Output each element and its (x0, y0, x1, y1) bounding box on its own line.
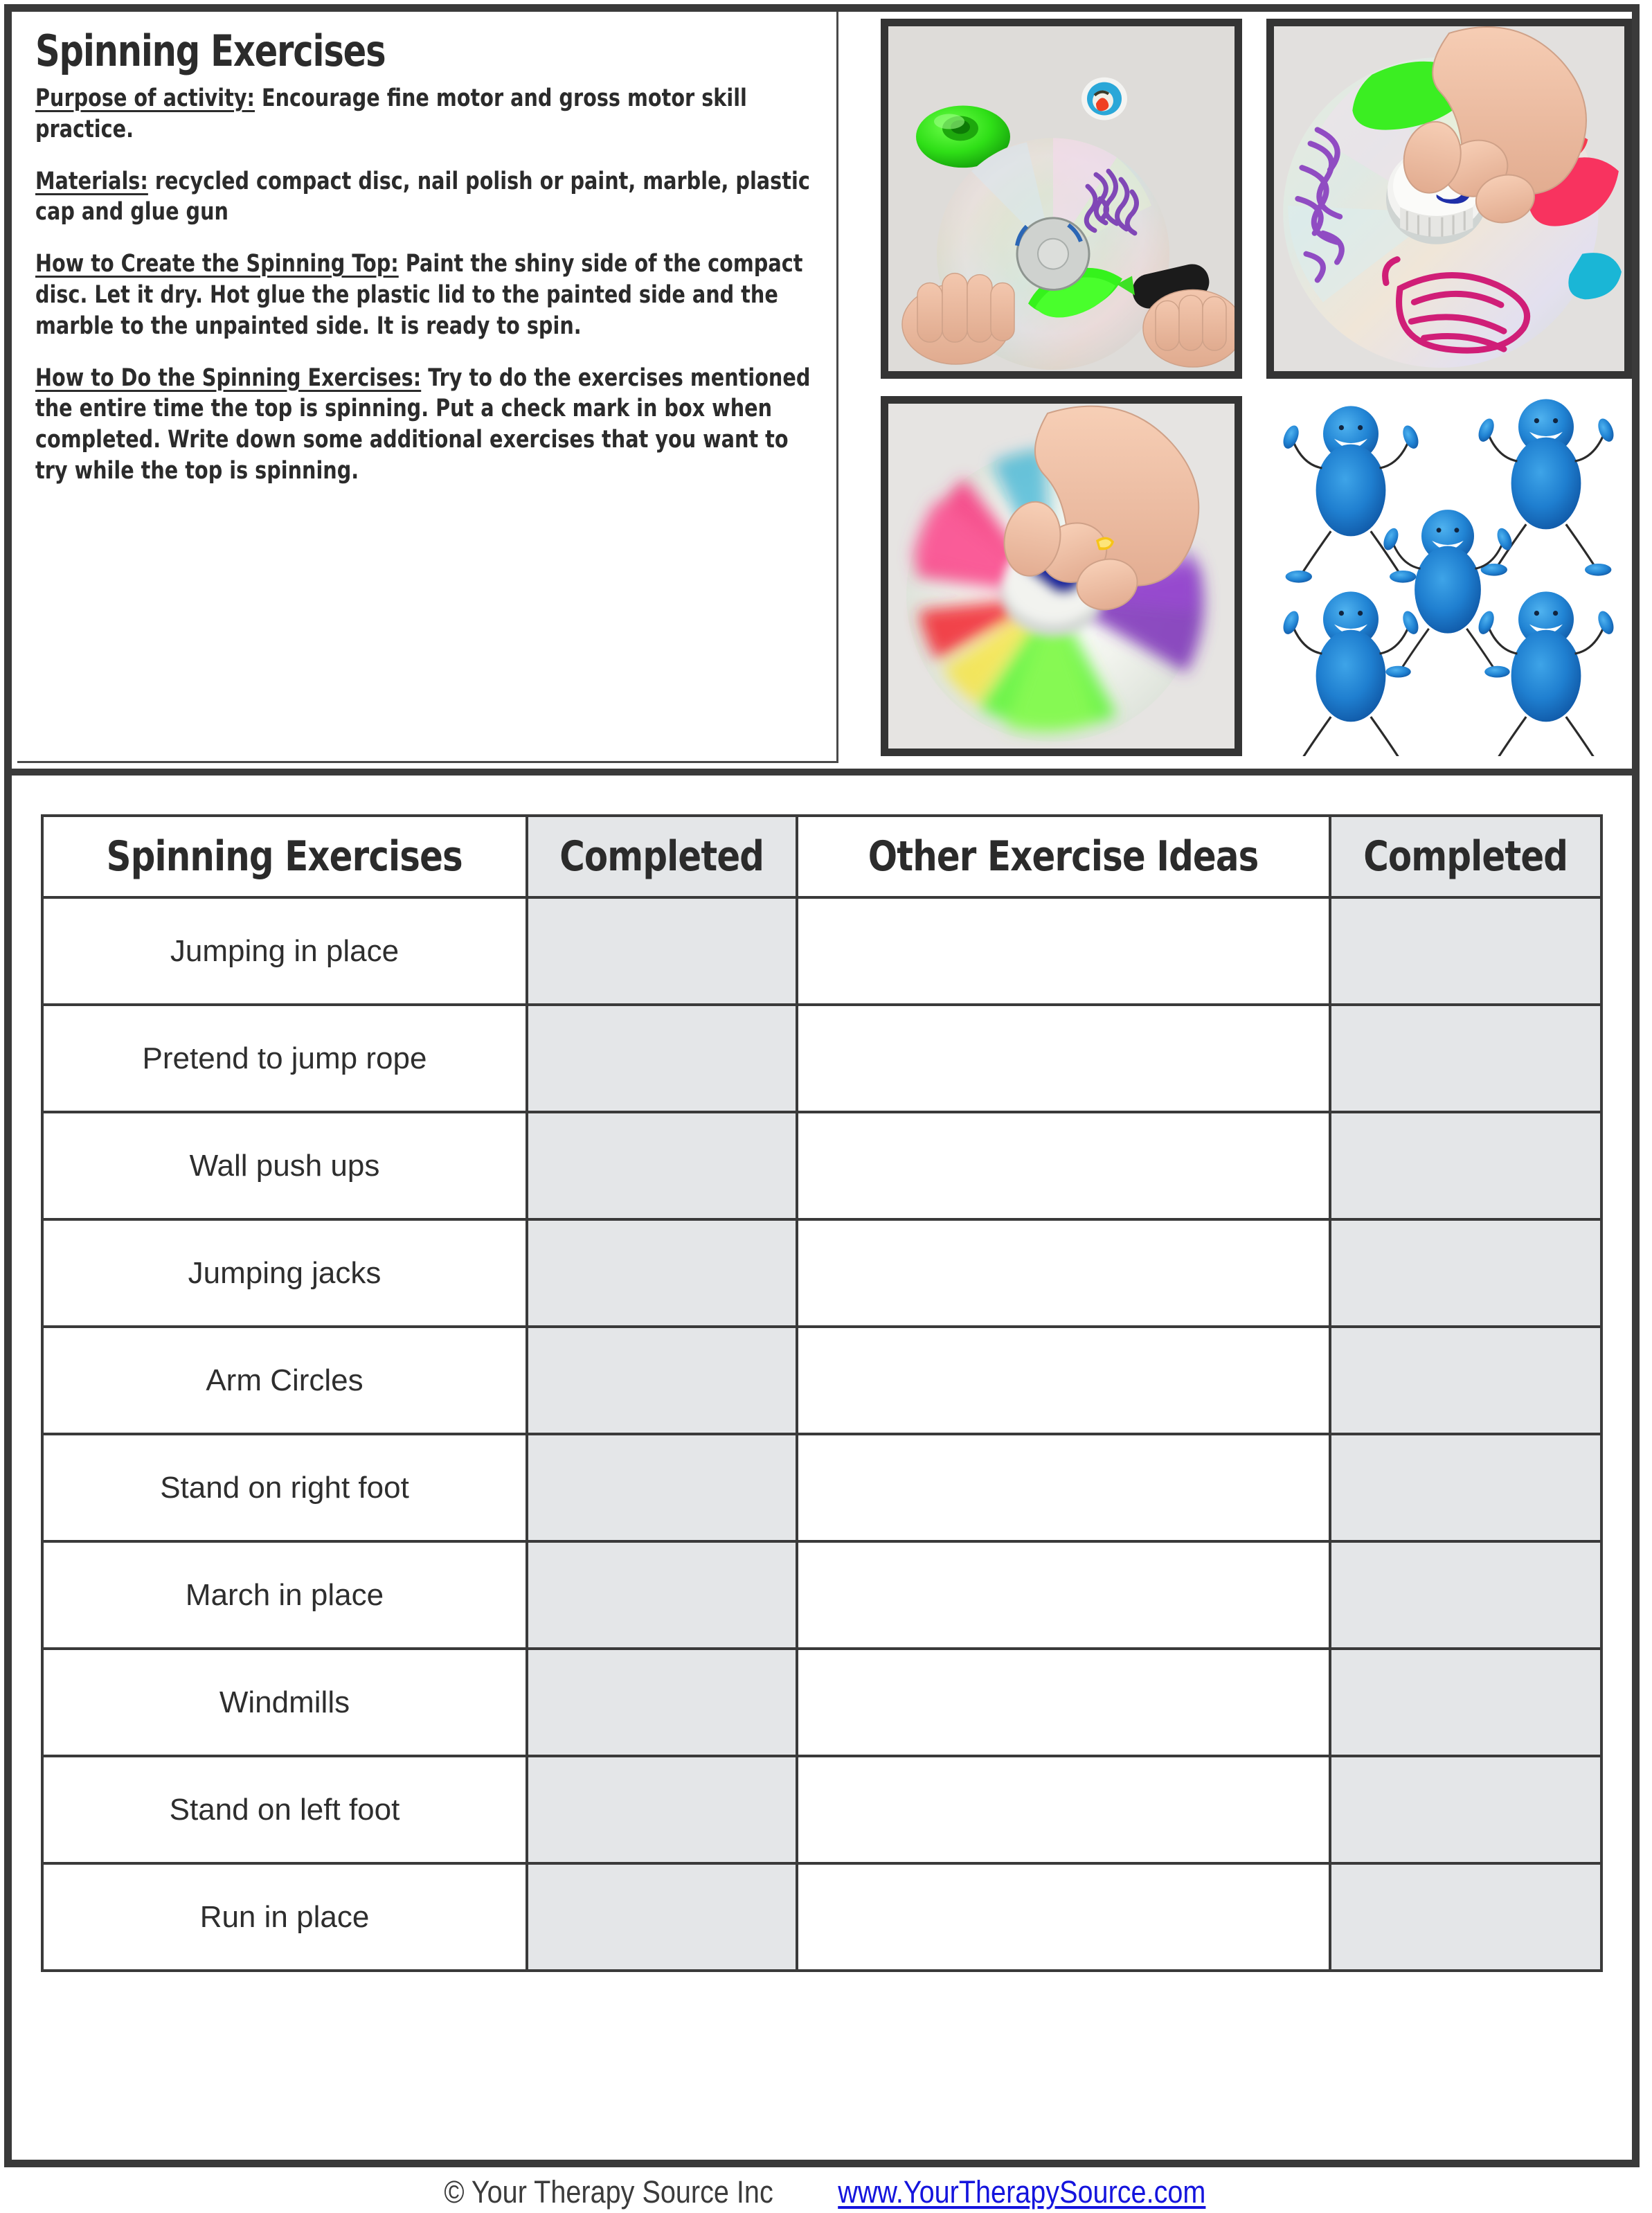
completed-checkbox-cell[interactable] (527, 1219, 797, 1327)
photo-gluing-cap (1266, 19, 1632, 379)
table-row (42, 1219, 1601, 1327)
purpose-label: Purpose of activity: (35, 84, 255, 112)
other-idea-cell[interactable] (797, 1863, 1330, 1971)
photo-painting-cd-image (888, 26, 1234, 371)
how-to-create-paragraph (35, 249, 818, 341)
stick-figure-illustration (1266, 396, 1632, 756)
table-row (42, 1434, 1601, 1541)
table-row (42, 897, 1601, 1005)
other-idea-cell[interactable] (797, 1649, 1330, 1756)
completed-checkbox-cell[interactable] (527, 1756, 797, 1863)
table-row (42, 1112, 1601, 1219)
photo-painting-cd (881, 19, 1242, 379)
table-row (42, 1756, 1601, 1863)
completed-checkbox-cell[interactable] (527, 897, 797, 1005)
exercise-table-section (12, 776, 1632, 2160)
other-idea-cell[interactable] (797, 1541, 1330, 1649)
photo-spinning-top (881, 396, 1242, 756)
column-header-completed-1: Completed (527, 816, 797, 897)
completed-checkbox-cell[interactable] (1330, 1005, 1601, 1112)
stick-figure-group (1266, 396, 1632, 756)
intro-section (12, 12, 1632, 769)
materials-label: Materials: (35, 167, 148, 195)
purpose-paragraph (35, 83, 818, 145)
other-idea-cell[interactable] (797, 1434, 1330, 1541)
materials-paragraph (35, 166, 818, 229)
exercise-label: Jumping jacks (42, 1219, 527, 1327)
table-row (42, 1649, 1601, 1756)
table-body (42, 897, 1601, 1971)
table-row (42, 1005, 1601, 1112)
how-to-create-label: How to Create the Spinning Top: (35, 250, 399, 278)
exercise-label: March in place (42, 1541, 527, 1649)
how-to-do-text: Try to do the exercises mentioned the entire time the top is spinning. Put a check mark in box when completed. Write down some additional exercises that you want to try while the top is spinning. (35, 364, 811, 485)
other-idea-cell[interactable] (797, 1327, 1330, 1434)
copyright-text: © Your Therapy Source Inc (444, 2174, 773, 2210)
completed-checkbox-cell[interactable] (1330, 897, 1601, 1005)
exercise-table (41, 814, 1603, 1972)
completed-checkbox-cell[interactable] (1330, 1649, 1601, 1756)
column-header-spinning-exercises: Spinning Exercises (42, 816, 527, 897)
completed-checkbox-cell[interactable] (527, 1649, 797, 1756)
exercise-label: Pretend to jump rope (42, 1005, 527, 1112)
how-to-create-text: Paint the shiny side of the compact disc. Let it dry. Hot glue the plastic lid to the painted side and the marble to the unpainted side. It is ready to spin. (35, 250, 803, 340)
table-row (42, 1541, 1601, 1649)
other-idea-cell[interactable] (797, 897, 1330, 1005)
instructions-panel (17, 12, 838, 763)
column-header-completed-2: Completed (1330, 816, 1601, 897)
completed-checkbox-cell[interactable] (1330, 1219, 1601, 1327)
column-header-other-exercise-ideas: Other Exercise Ideas (797, 816, 1330, 897)
materials-text: recycled compact disc, nail polish or paint, marble, plastic cap and glue gun (35, 167, 810, 226)
how-to-do-paragraph (35, 363, 818, 487)
photo-grid (881, 12, 1632, 767)
website-link[interactable]: www.YourTherapySource.com (837, 2174, 1206, 2210)
photo-spinning-top-image (888, 404, 1234, 749)
exercise-label: Run in place (42, 1863, 527, 1971)
completed-checkbox-cell[interactable] (1330, 1327, 1601, 1434)
how-to-do-label: How to Do the Spinning Exercises: (35, 364, 422, 392)
completed-checkbox-cell[interactable] (527, 1863, 797, 1971)
purpose-text: Encourage fine motor and gross motor skill practice. (35, 84, 747, 143)
exercise-label: Jumping in place (42, 897, 527, 1005)
completed-checkbox-cell[interactable] (1330, 1434, 1601, 1541)
table-header-row (42, 816, 1601, 897)
other-idea-cell[interactable] (797, 1112, 1330, 1219)
table-header (42, 816, 1601, 897)
completed-checkbox-cell[interactable] (527, 1005, 797, 1112)
exercise-label: Windmills (42, 1649, 527, 1756)
section-divider (12, 769, 1632, 776)
other-idea-cell[interactable] (797, 1005, 1330, 1112)
completed-checkbox-cell[interactable] (1330, 1863, 1601, 1971)
table-row (42, 1327, 1601, 1434)
other-idea-cell[interactable] (797, 1756, 1330, 1863)
worksheet-page (4, 4, 1640, 2167)
other-idea-cell[interactable] (797, 1219, 1330, 1327)
exercise-label: Stand on left foot (42, 1756, 527, 1863)
exercise-label: Stand on right foot (42, 1434, 527, 1541)
completed-checkbox-cell[interactable] (527, 1541, 797, 1649)
exercise-label: Wall push ups (42, 1112, 527, 1219)
completed-checkbox-cell[interactable] (1330, 1112, 1601, 1219)
completed-checkbox-cell[interactable] (527, 1327, 797, 1434)
completed-checkbox-cell[interactable] (527, 1434, 797, 1541)
page-footer (0, 2174, 1652, 2210)
exercise-label: Arm Circles (42, 1327, 527, 1434)
completed-checkbox-cell[interactable] (527, 1112, 797, 1219)
completed-checkbox-cell[interactable] (1330, 1541, 1601, 1649)
table-row (42, 1863, 1601, 1971)
photo-gluing-cap-image (1274, 26, 1624, 371)
completed-checkbox-cell[interactable] (1330, 1756, 1601, 1863)
page-title: Spinning Exercises (35, 26, 386, 76)
